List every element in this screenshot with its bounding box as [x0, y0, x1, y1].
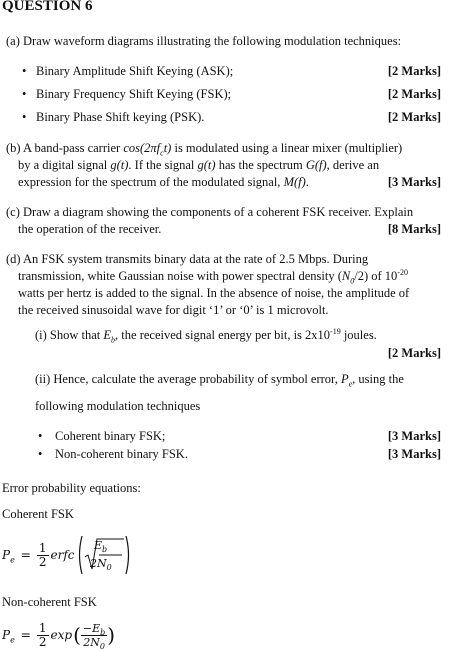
part-a-item-1: Binary Amplitude Shift Keying (ASK); [36, 64, 234, 78]
part-d-sub-i: (i) Show that $E_b$, the received signal energy per bit, is $2x10^{-19}$ joules. [35, 326, 377, 345]
part-a-item-2: Binary Frequency Shift Keying (FSK); [36, 87, 232, 101]
noncoherent-fsk-label: Non-coherent FSK [2, 595, 97, 609]
part-d-line-2: transmission, white Gaussian noise with power spectral density $(N_0/2)$ of $10^{-20}$ [18, 267, 408, 286]
part-d-bullet-1: • [38, 429, 43, 443]
energy-symbol: $E_b$ [103, 328, 116, 345]
part-a-item-1-marks: [2 Marks] [387, 64, 441, 78]
part-a-bullet-2: • [22, 87, 27, 101]
part-d-item-2: Non-coherent binary FSK. [55, 447, 188, 461]
part-a-text: (a) Draw waveform diagrams illustrating the following modulation techniques: [6, 34, 402, 48]
part-a-item-3: Binary Phase Shift keying (PSK). [36, 110, 205, 124]
part-c-marks: [8 Marks] [387, 222, 441, 236]
coherent-fsk-label: Coherent FSK [2, 507, 74, 521]
part-d-sub-ii-line-2: following modulation techniques [35, 399, 201, 413]
question-title: QUESTION 6 [2, 0, 93, 14]
part-b-line-3: expression for the spectrum of the modulated signal, M(f). [18, 175, 309, 189]
part-b-line-2: by a digital signal g(t). If the signal g(t) has the spectrum G(f), derive an [18, 158, 380, 172]
noncoherent-fsk-formula: $P_e$ = $\frac{1}{2}$ exp ( $\frac{-E_b}{2N_0}$ ) [2, 620, 116, 651]
part-c-line-1: (c) Draw a diagram showing the components of a coherent FSK receiver. Explain [6, 205, 414, 219]
carrier-expression: $\cos(2\pi f_ct)$ [123, 141, 172, 158]
part-b-text: (b) A band-pass carrier [6, 141, 124, 155]
part-b-marks: [3 Marks] [387, 175, 441, 189]
part-b-line-1: (b) A band-pass carrier $\cos(2\pi f_ct)$ is modulated using a linear mixer (multiplier) [6, 141, 403, 158]
part-c-line-2: the operation of the receiver. [18, 222, 162, 236]
part-d-item-2-marks: [3 Marks] [387, 447, 441, 461]
part-a-item-2-marks: [2 Marks] [387, 87, 441, 101]
noise-psd-symbol: $N_0$ [341, 269, 355, 286]
part-d-bullet-2: • [38, 447, 43, 461]
part-a-item-3-marks: [2 Marks] [387, 110, 441, 124]
part-d-sub-ii-line-1: (ii) Hence, calculate the average probability of symbol error, $P_e$, using the [35, 372, 404, 389]
equations-heading: Error probability equations: [2, 481, 141, 495]
part-a-bullet-1: • [22, 64, 27, 78]
part-d-line-4: the received sinusoidal wave for digit ‘1’ or ‘0’ is 1 microvolt. [18, 303, 329, 317]
coherent-fsk-formula: $P_e$ = $\frac{1}{2}$ erfc $E_b$ $2N_0$ [2, 533, 132, 577]
part-d-sub-i-marks: [2 Marks] [387, 346, 441, 360]
part-d-item-1-marks: [3 Marks] [387, 429, 441, 443]
part-d-line-1: (d) An FSK system transmits binary data at the rate of 2.5 Mbps. During [6, 252, 369, 266]
error-prob-symbol: $P_e$ [340, 372, 353, 389]
part-d-item-1: Coherent binary FSK; [55, 429, 166, 443]
part-d-line-3: watts per hertz is added to the signal. In the absence of noise, the amplitude of [18, 286, 410, 300]
part-a-bullet-3: • [22, 110, 27, 124]
